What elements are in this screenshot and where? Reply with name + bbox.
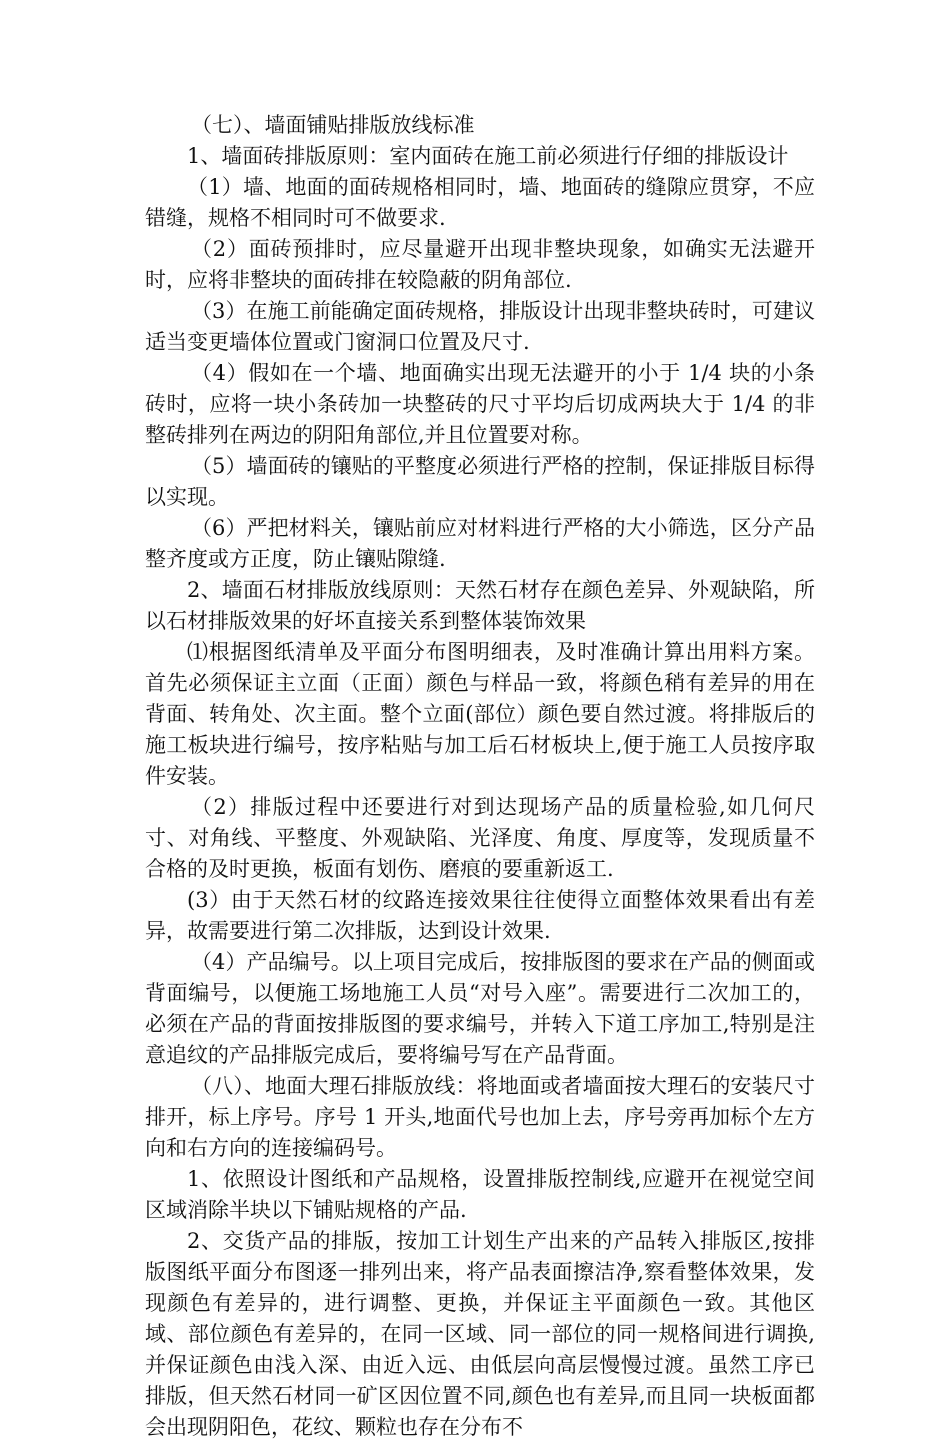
paragraph-item-3: （3）在施工前能确定面砖规格，排版设计出现非整块砖时，可建议适当变更墙体位置或门窗洞口位置及尺寸. — [145, 299, 815, 354]
section-heading-8: （八）、地面大理石排版放线：将地面或者墙面按大理石的安装尺寸排开，标上序号。序号 1 开头,地面代号也加上去，序号旁再加标个左方向和右方向的连接编码号。 — [145, 1074, 815, 1160]
paragraph-stone-principle: 2、墙面石材排版放线原则：天然石材存在颜色差异、外观缺陷，所以石材排版效果的好坏直接关系到整体装饰效果 — [145, 578, 815, 633]
paragraph-item-6: （6）严把材料关，镶贴前应对材料进行严格的大小筛选，区分产品整齐度或方正度，防止镶贴隙缝. — [145, 516, 815, 571]
paragraph-floor-item-2: 2、交货产品的排版，按加工计划生产出来的产品转入排版区,按排版图纸平面分布图逐一排列出来，将产品表面擦洁净,察看整体效果，发现颜色有差异的，进行调整、更换，并保证主平面颜色一致。其他区域、部位颜色有差异的，在同一区域、同一部位的同一规格间进行调换,并保证颜色由浅入深、由近入远、由低层向高层慢慢过渡。虽然工序已排版，但天然石材同一矿区因位置不同,颜色也有差异,而且同一块板面都会出现阴阳色，花纹、颗粒也存在分布不 — [145, 1229, 815, 1439]
paragraph-stone-item-2: （2）排版过程中还要进行对到达现场产品的质量检验,如几何尺寸、对角线、平整度、外观缺陷、光泽度、角度、厚度等，发现质量不合格的及时更换，板面有划伤、磨痕的要重新返工. — [145, 795, 815, 881]
section-heading-7: （七）、墙面铺贴排版放线标准 — [191, 113, 475, 137]
paragraph-item-2: （2）面砖预排时，应尽量避开出现非整块现象，如确实无法避开时，应将非整块的面砖排在较隐蔽的阴角部位. — [145, 237, 815, 292]
paragraph-stone-item-1: ⑴根据图纸清单及平面分布图明细表，及时准确计算出用料方案。首先必须保证主立面（正面）颜色与样品一致，将颜色稍有差异的用在背面、转角处、次主面。整个立面(部位）颜色要自然过渡。将排版后的施工板块进行编号，按序粘贴与加工后石材板块上,便于施工人员按序取件安装。 — [145, 640, 815, 788]
paragraph-floor-item-1: 1、依照设计图纸和产品规格，设置排版控制线,应避开在视觉空间区域消除半块以下铺贴规格的产品. — [145, 1167, 815, 1222]
paragraph-item-5: （5）墙面砖的镶贴的平整度必须进行严格的控制，保证排版目标得以实现。 — [145, 454, 815, 509]
document-body — [145, 110, 815, 1443]
paragraph-item-4: （4）假如在一个墙、地面确实出现无法避开的小于 1/4 块的小条砖时，应将一块小条砖加一块整砖的尺寸平均后切成两块大于 1/4 的非整砖排列在两边的阴阳角部位,并且位置要对称。 — [145, 361, 815, 447]
paragraph-item-1: （1）墙、地面的面砖规格相同时，墙、地面砖的缝隙应贯穿，不应错缝，规格不相同时可不做要求. — [145, 175, 815, 230]
paragraph-stone-item-3: (3）由于天然石材的纹路连接效果往往使得立面整体效果看出有差异，故需要进行第二次排版，达到设计效果. — [145, 888, 815, 943]
paragraph-stone-item-4: （4）产品编号。以上项目完成后，按排版图的要求在产品的侧面或背面编号，以便施工场地施工人员“对号入座”。需要进行二次加工的，必须在产品的背面按排版图的要求编号，并转入下道工序加工,特别是注意追纹的产品排版完成后，要将编号写在产品背面。 — [145, 950, 815, 1067]
paragraph-wall-tile-principle: 1、墙面砖排版原则：室内面砖在施工前必须进行仔细的排版设计 — [187, 144, 789, 168]
